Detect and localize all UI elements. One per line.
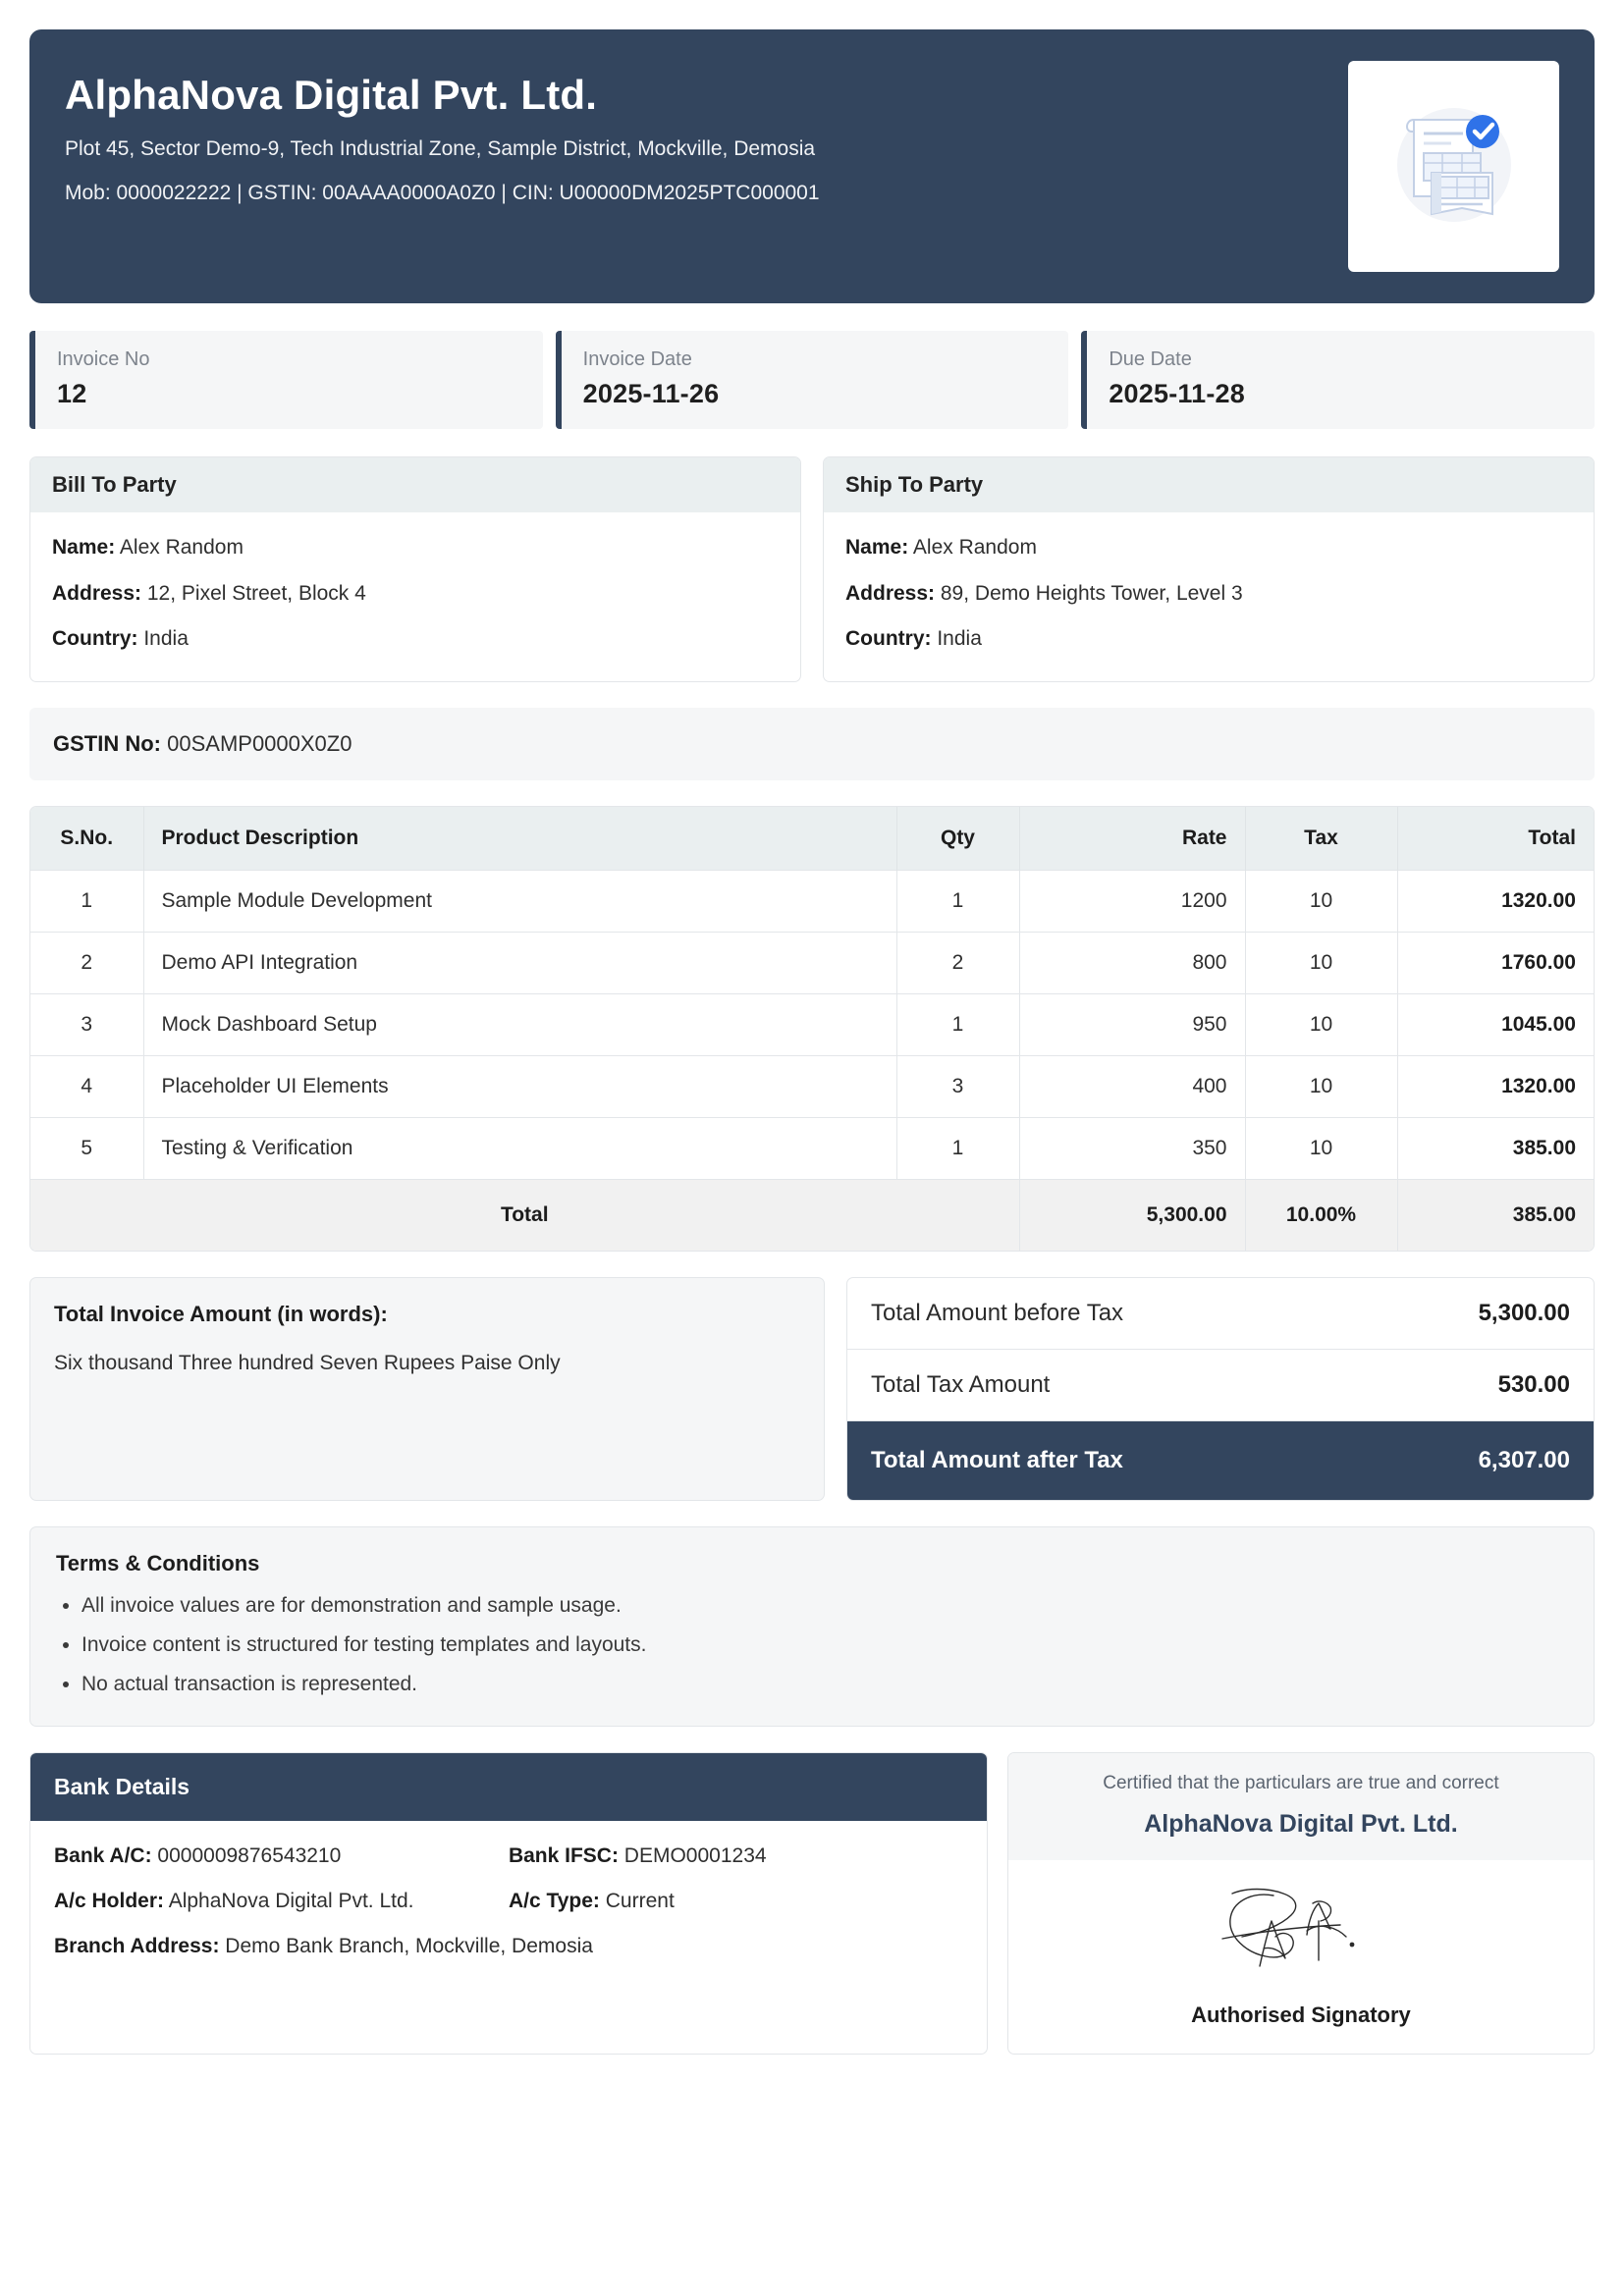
- cell-rate: 950: [1019, 993, 1245, 1055]
- invoice-document-verified-icon: [1380, 90, 1528, 242]
- ship-to-address-label: Address:: [845, 581, 936, 605]
- signature-card: [1007, 1752, 1595, 2055]
- cell-description: Mock Dashboard Setup: [143, 993, 896, 1055]
- bill-to-address-label: Address:: [52, 581, 142, 605]
- summary-after-tax-label: Total Amount after Tax: [871, 1446, 1123, 1473]
- col-sno: S.No.: [30, 807, 143, 871]
- amount-summary-row: [29, 1277, 1595, 1501]
- bank-ac-row: [54, 1844, 509, 1868]
- cell-description: Testing & Verification: [143, 1117, 896, 1179]
- table-row: [30, 1117, 1594, 1179]
- bill-to-address-row: [52, 578, 779, 611]
- gstin-label: GSTIN No:: [53, 730, 161, 756]
- gstin-bar: [29, 708, 1595, 780]
- cell-sno: 3: [30, 993, 143, 1055]
- bank-ifsc-row: [509, 1844, 963, 1868]
- bill-to-name-value: Alex Random: [119, 536, 244, 559]
- terms-item: • All invoice values are for demonstration and sample usage.: [81, 1592, 1568, 1619]
- ship-to-name-label: Name:: [845, 536, 909, 559]
- ship-to-address-value: 89, Demo Heights Tower, Level 3: [940, 581, 1243, 605]
- cell-description: Sample Module Development: [143, 870, 896, 932]
- bank-ac-value: 0000009876543210: [157, 1843, 342, 1867]
- bank-branch-value: Demo Bank Branch, Mockville, Demosia: [225, 1934, 593, 1957]
- amount-in-words-card: [29, 1277, 825, 1501]
- invoice-no-value: 12: [57, 379, 87, 408]
- col-description: Product Description: [143, 807, 896, 871]
- total-row-tax: 10.00%: [1245, 1179, 1397, 1251]
- invoice-meta-row: [29, 331, 1595, 429]
- bank-holder-row: [54, 1890, 509, 1913]
- cell-qty: 1: [896, 1117, 1019, 1179]
- cell-total: 1320.00: [1397, 1055, 1594, 1117]
- bill-to-name-row: [52, 532, 779, 564]
- invoice-no-card: [29, 331, 543, 429]
- cell-qty: 3: [896, 1055, 1019, 1117]
- cell-total: 1760.00: [1397, 932, 1594, 993]
- ship-to-title: Ship To Party: [824, 457, 1594, 512]
- bank-type-label: A/c Type:: [508, 1889, 600, 1912]
- ship-to-name-row: [845, 532, 1572, 564]
- bank-details-body: [30, 1821, 987, 1988]
- summary-before-tax-value: 5,300.00: [1478, 1299, 1570, 1326]
- cell-sno: 2: [30, 932, 143, 993]
- items-table: [30, 807, 1594, 1251]
- cell-rate: 350: [1019, 1117, 1245, 1179]
- terms-title: Terms & Conditions: [56, 1550, 260, 1575]
- due-date-value: 2025-11-28: [1109, 379, 1245, 408]
- bank-holder-label: A/c Holder:: [54, 1889, 165, 1912]
- bill-to-address-value: 12, Pixel Street, Block 4: [146, 581, 366, 605]
- handwritten-signature-icon: [1203, 1878, 1399, 1981]
- ship-to-country-row: [845, 623, 1572, 656]
- company-logo: [1348, 61, 1559, 272]
- parties-row: [29, 456, 1595, 682]
- ship-to-name-value: Alex Random: [912, 536, 1037, 559]
- ship-to-card: [823, 456, 1595, 682]
- bank-details-card: [29, 1752, 988, 2055]
- cell-tax: 10: [1245, 870, 1397, 932]
- items-table-head: [30, 807, 1594, 871]
- footer-row: [29, 1752, 1595, 2055]
- table-total-row: [30, 1179, 1594, 1251]
- cell-description: Placeholder UI Elements: [143, 1055, 896, 1117]
- company-contact-line: Mob: 0000022222 | GSTIN: 00AAAA0000A0Z0 | CIN: U00000DM2025PTC000001: [65, 182, 820, 205]
- bill-to-country-value: India: [143, 627, 189, 651]
- bill-to-card: [29, 456, 801, 682]
- signature-body: [1008, 1860, 1594, 2054]
- summary-before-tax-row: [847, 1278, 1594, 1350]
- table-row: [30, 1055, 1594, 1117]
- cell-tax: 10: [1245, 932, 1397, 993]
- cell-total: 385.00: [1397, 1117, 1594, 1179]
- certification-note: Certified that the particulars are true and correct: [1103, 1772, 1499, 1793]
- invoice-date-card: [556, 331, 1069, 429]
- invoice-header: [29, 29, 1595, 303]
- items-table-body: [30, 870, 1594, 1251]
- due-date-label: Due Date: [1109, 348, 1192, 370]
- totals-summary-card: [846, 1277, 1595, 1501]
- cell-rate: 400: [1019, 1055, 1245, 1117]
- col-tax: Tax: [1245, 807, 1397, 871]
- summary-before-tax-label: Total Amount before Tax: [871, 1299, 1124, 1326]
- bank-type-value: Current: [605, 1889, 675, 1912]
- cell-tax: 10: [1245, 993, 1397, 1055]
- col-rate: Rate: [1019, 807, 1245, 871]
- cell-tax: 10: [1245, 1117, 1397, 1179]
- bank-details-title: Bank Details: [30, 1753, 987, 1821]
- cell-rate: 800: [1019, 932, 1245, 993]
- ship-to-country-value: India: [937, 627, 982, 651]
- cell-sno: 4: [30, 1055, 143, 1117]
- summary-tax-value: 530.00: [1497, 1370, 1570, 1398]
- col-total: Total: [1397, 807, 1594, 871]
- cell-sno: 5: [30, 1117, 143, 1179]
- company-address: Plot 45, Sector Demo-9, Tech Industrial Zone, Sample District, Mockville, Demosia: [65, 137, 816, 161]
- cell-total: 1320.00: [1397, 870, 1594, 932]
- col-qty: Qty: [896, 807, 1019, 871]
- table-row: [30, 870, 1594, 932]
- bank-ifsc-label: Bank IFSC:: [508, 1843, 619, 1867]
- gstin-value: 00SAMP0000X0Z0: [167, 730, 352, 756]
- ship-to-body: [824, 512, 1594, 681]
- cell-qty: 2: [896, 932, 1019, 993]
- bank-branch-row: [54, 1935, 963, 1958]
- terms-item: • No actual transaction is represented.: [81, 1671, 1568, 1697]
- company-name: AlphaNova Digital Pvt. Ltd.: [65, 72, 598, 118]
- signature-header: [1008, 1753, 1594, 1860]
- due-date-card: [1081, 331, 1595, 429]
- bill-to-country-label: Country:: [52, 627, 138, 651]
- invoice-no-label: Invoice No: [57, 348, 150, 370]
- cell-total: 1045.00: [1397, 993, 1594, 1055]
- bank-holder-value: AlphaNova Digital Pvt. Ltd.: [168, 1889, 414, 1912]
- cell-sno: 1: [30, 870, 143, 932]
- signature-company-name: AlphaNova Digital Pvt. Ltd.: [1144, 1809, 1458, 1838]
- table-row: [30, 932, 1594, 993]
- cell-tax: 10: [1245, 1055, 1397, 1117]
- terms-item: • Invoice content is structured for testing templates and layouts.: [81, 1631, 1568, 1658]
- invoice-date-label: Invoice Date: [582, 348, 692, 370]
- amount-in-words-title: Total Invoice Amount (in words):: [54, 1301, 388, 1326]
- invoice-date-value: 2025-11-26: [582, 379, 720, 408]
- company-block: [65, 61, 820, 207]
- bill-to-title: Bill To Party: [30, 457, 800, 512]
- cell-description: Demo API Integration: [143, 932, 896, 993]
- bill-to-name-label: Name:: [52, 536, 116, 559]
- summary-after-tax-value: 6,307.00: [1478, 1446, 1570, 1473]
- summary-after-tax-row: [847, 1421, 1594, 1500]
- bank-type-row: [509, 1890, 963, 1913]
- bill-to-body: [30, 512, 800, 681]
- total-row-total: 385.00: [1397, 1179, 1594, 1251]
- table-header-row: [30, 807, 1594, 871]
- bank-ifsc-value: DEMO0001234: [623, 1843, 767, 1867]
- ship-to-country-label: Country:: [845, 627, 932, 651]
- cell-qty: 1: [896, 870, 1019, 932]
- terms-card: [29, 1526, 1595, 1727]
- cell-rate: 1200: [1019, 870, 1245, 932]
- cell-qty: 1: [896, 993, 1019, 1055]
- authorised-signatory-label: Authorised Signatory: [1191, 2002, 1411, 2027]
- bank-ac-label: Bank A/C:: [54, 1843, 152, 1867]
- ship-to-address-row: [845, 578, 1572, 611]
- table-row: [30, 993, 1594, 1055]
- items-table-wrapper: [29, 806, 1595, 1252]
- amount-in-words-value: Six thousand Three hundred Seven Rupees Paise Only: [54, 1351, 561, 1374]
- bill-to-country-row: [52, 623, 779, 656]
- terms-list: [56, 1592, 1568, 1698]
- bank-branch-label: Branch Address:: [54, 1934, 220, 1957]
- total-row-rate: 5,300.00: [1019, 1179, 1245, 1251]
- total-row-label: Total: [30, 1179, 1019, 1251]
- summary-tax-row: [847, 1350, 1594, 1421]
- summary-tax-label: Total Tax Amount: [871, 1370, 1051, 1398]
